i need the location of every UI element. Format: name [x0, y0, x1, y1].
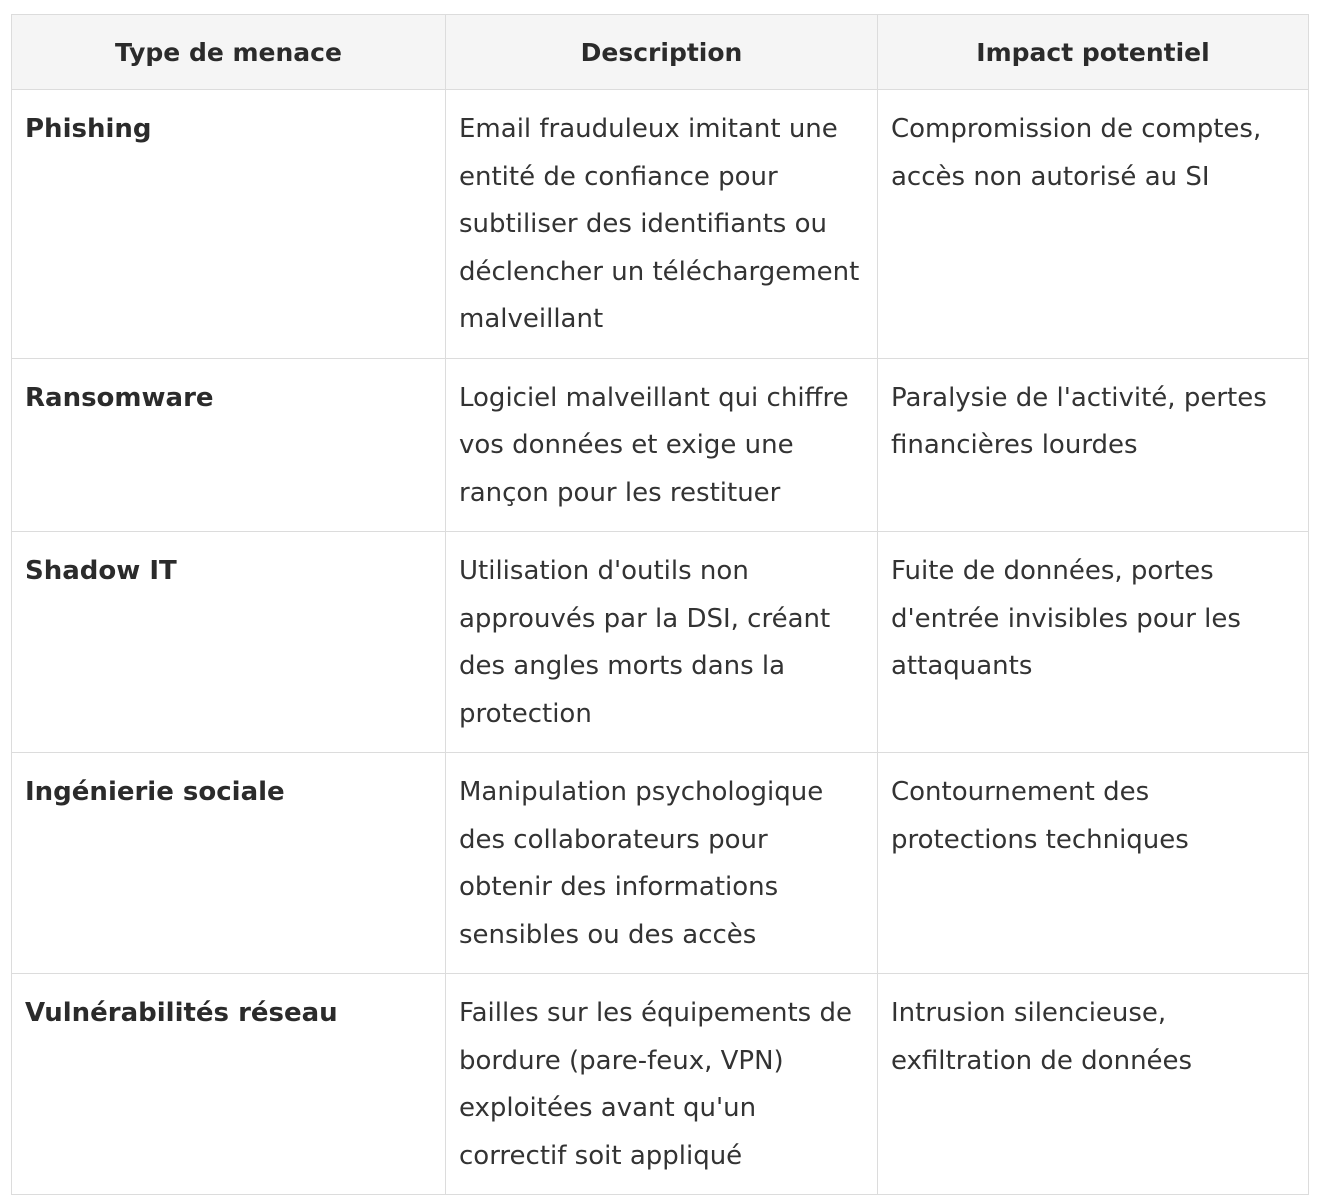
cell-threat-type: Ingénierie sociale [12, 753, 446, 974]
cell-threat-type: Phishing [12, 90, 446, 359]
threat-table-container [11, 14, 1308, 1195]
table-row [12, 974, 1309, 1195]
cell-impact: Fuite de données, portes d'entrée invisibles pour les attaquants [878, 532, 1309, 753]
table-row [12, 753, 1309, 974]
cell-impact: Compromission de comptes, accès non autorisé au SI [878, 90, 1309, 359]
cell-description: Failles sur les équipements de bordure (pare-feux, VPN) exploitées avant qu'un correctif soit appliqué [446, 974, 878, 1195]
cell-description: Email frauduleux imitant une entité de confiance pour subtiliser des identifiants ou déclencher un téléchargement malveillant [446, 90, 878, 359]
cell-impact: Contournement des protections techniques [878, 753, 1309, 974]
cell-impact: Paralysie de l'activité, pertes financières lourdes [878, 358, 1309, 532]
cell-description: Manipulation psychologique des collaborateurs pour obtenir des informations sensibles ou des accès [446, 753, 878, 974]
column-header-type: Type de menace [12, 15, 446, 90]
cell-threat-type: Vulnérabilités réseau [12, 974, 446, 1195]
threat-table [11, 14, 1309, 1195]
cell-impact: Intrusion silencieuse, exfiltration de données [878, 974, 1309, 1195]
column-header-description: Description [446, 15, 878, 90]
table-header [12, 15, 1309, 90]
header-row [12, 15, 1309, 90]
cell-threat-type: Shadow IT [12, 532, 446, 753]
table-row [12, 532, 1309, 753]
column-header-impact: Impact potentiel [878, 15, 1309, 90]
table-body [12, 90, 1309, 1195]
cell-description: Utilisation d'outils non approuvés par la DSI, créant des angles morts dans la protection [446, 532, 878, 753]
cell-threat-type: Ransomware [12, 358, 446, 532]
cell-description: Logiciel malveillant qui chiffre vos données et exige une rançon pour les restituer [446, 358, 878, 532]
table-row [12, 358, 1309, 532]
table-row [12, 90, 1309, 359]
